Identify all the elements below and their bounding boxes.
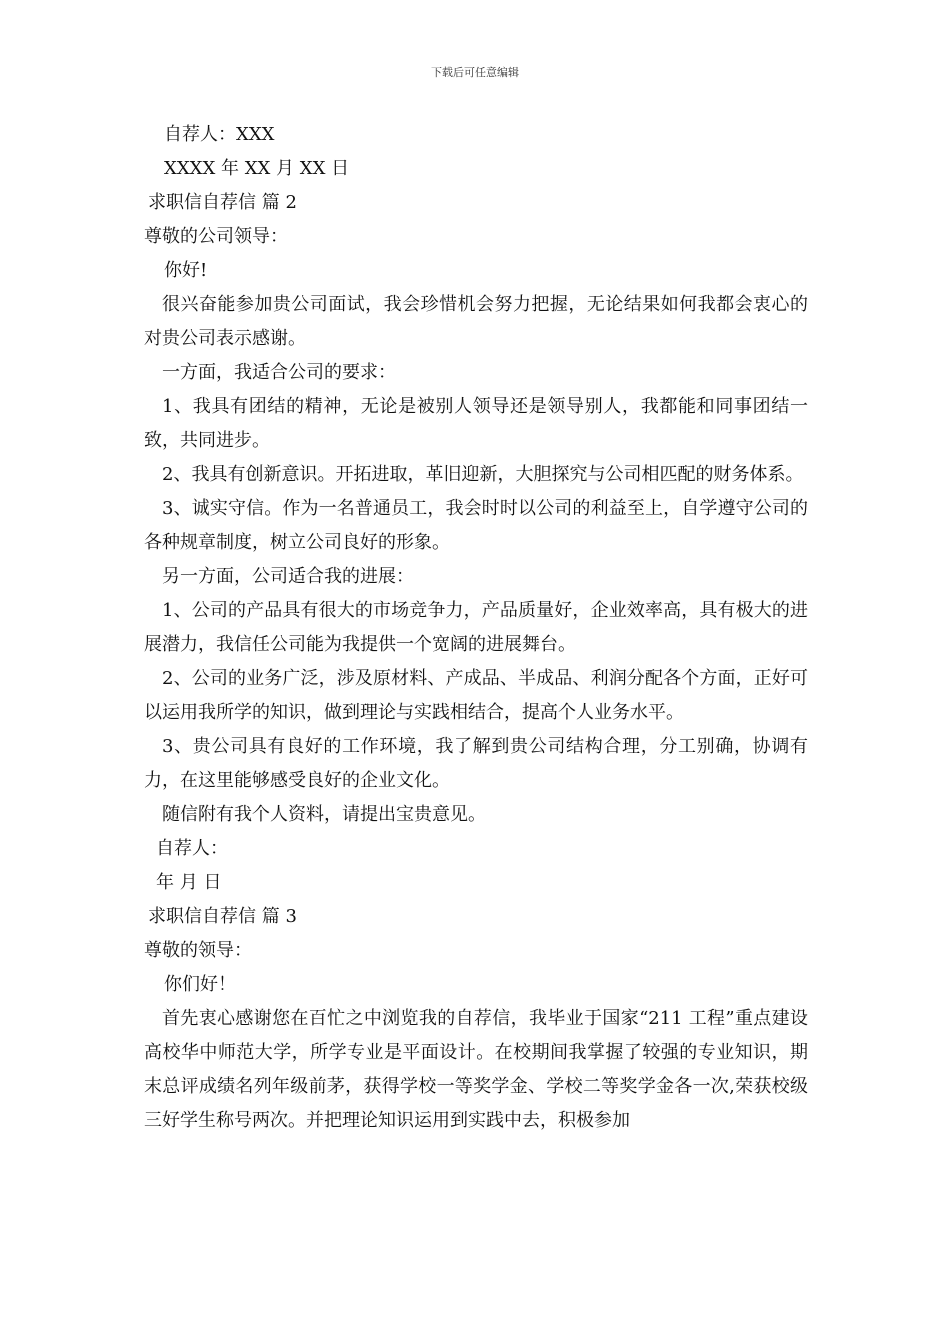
signer-line: 自荐人：XXX (164, 124, 275, 145)
paragraph: 1、我具有团结的精神，无论是被别人领导还是领导别人，我都能和同事团结一致，共同进步。 (144, 396, 808, 451)
document-body (144, 118, 808, 1138)
salutation: 尊敬的领导： (144, 940, 252, 961)
paragraph: 1、公司的产品具有很大的市场竞争力，产品质量好，企业效率高，具有极大的进展潜力，我信任公司能为我提供一个宽阔的进展舞台。 (144, 600, 808, 655)
greeting: 你好! (164, 260, 208, 281)
date-line: 年 月 日 (156, 872, 222, 893)
page-header-note: 下载后可任意编辑 (431, 66, 519, 79)
signer-line: 自荐人： (156, 838, 228, 859)
paragraph: 2、公司的业务广泛，涉及原材料、产成品、半成品、利润分配各个方面，正好可以运用我所学的知识，做到理论与实践相结合，提高个人业务水平。 (144, 668, 808, 723)
paragraph: 3、贵公司具有良好的工作环境，我了解到贵公司结构合理，分工别确，协调有力，在这里能够感受良好的企业文化。 (144, 736, 808, 791)
date-line: XXXX 年 XX 月 XX 日 (164, 158, 350, 179)
paragraph: 很兴奋能参加贵公司面试，我会珍惜机会努力把握，无论结果如何我都会衷心的对贵公司表示感谢。 (144, 294, 808, 349)
paragraph: 另一方面，公司适合我的进展： (162, 566, 414, 587)
greeting: 你们好！ (164, 974, 236, 995)
paragraph: 2、我具有创新意识。开拓进取，革旧迎新，大胆探究与公司相匹配的财务体系。 (162, 464, 804, 485)
paragraph: 3、诚实守信。作为一名普通员工，我会时时以公司的利益至上，自学遵守公司的各种规章制度，树立公司良好的形象。 (144, 498, 808, 553)
salutation: 尊敬的公司领导： (144, 226, 288, 247)
section-title: 求职信自荐信 篇 2 (148, 192, 297, 213)
paragraph: 一方面，我适合公司的要求： (162, 362, 396, 383)
section-title: 求职信自荐信 篇 3 (148, 906, 297, 927)
paragraph: 随信附有我个人资料，请提出宝贵意见。 (162, 804, 486, 825)
paragraph: 首先衷心感谢您在百忙之中浏览我的自荐信，我毕业于国家“211 工程”重点建设高校华中师范大学，所学专业是平面设计。在校期间我掌握了较强的专业知识，期末总评成绩名列年级前茅，获得学校一等奖学金、学校二等奖学金各一次,荣获校级三好学生称号两次。并把理论知识运用到实践中去，积极参加 (144, 1008, 808, 1131)
